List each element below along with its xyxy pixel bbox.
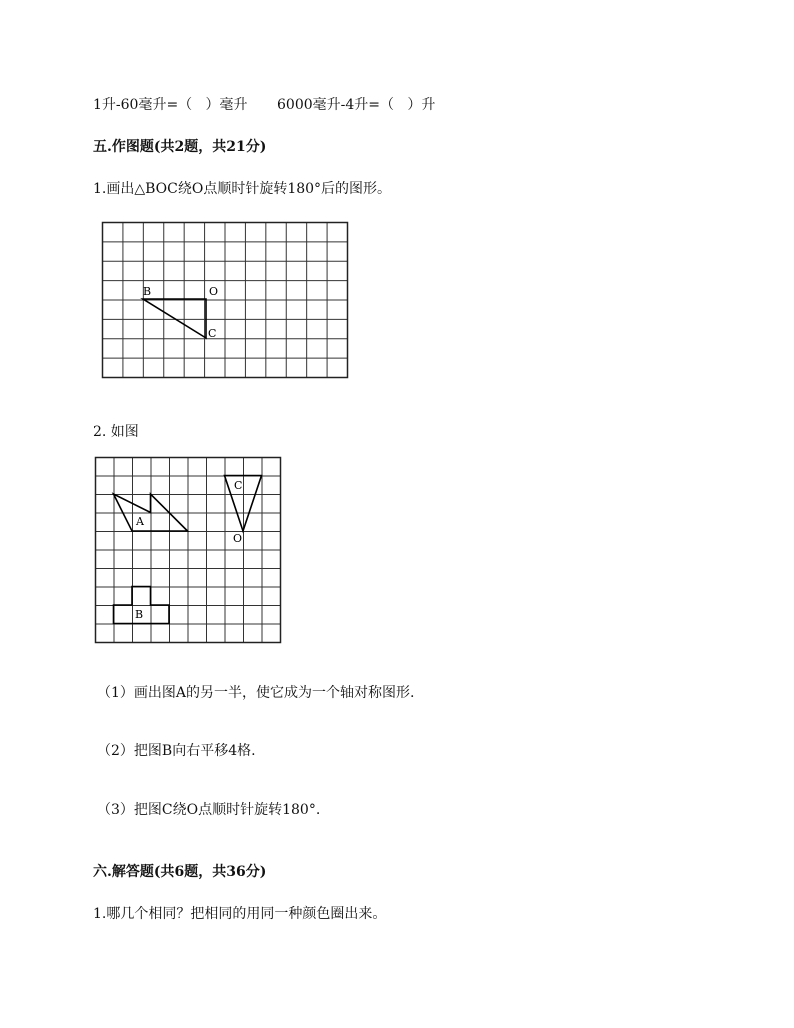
label-c2: C xyxy=(234,479,243,492)
conversion-left: 1升-60毫升=（ ）毫升 xyxy=(93,97,248,113)
section5-heading: 五.作图题(共2题，共21分) xyxy=(93,139,267,155)
triangle-boc xyxy=(143,299,206,338)
rotation-grid xyxy=(102,222,352,382)
section6-q1-text: 1.哪几个相同？把相同的用同一种颜色圈出来。 xyxy=(93,906,387,922)
q2-sub1: （1）画出图A的另一半，使它成为一个轴对称图形. xyxy=(97,685,415,701)
label-b: B xyxy=(143,285,152,298)
conversion-right: 6000毫升-4升=（ ）升 xyxy=(277,97,436,113)
label-o2: O xyxy=(233,532,243,545)
q2-sub2: （2）把图B向右平移4格. xyxy=(97,743,256,759)
section6-heading: 六.解答题(共6题，共36分) xyxy=(93,864,267,880)
label-b2: B xyxy=(135,608,144,621)
label-o: O xyxy=(209,285,219,298)
q1-text: 1.画出△BOC绕O点顺时针旋转180°后的图形。 xyxy=(93,181,392,197)
q2-sub3: （3）把图C绕O点顺时针旋转180°. xyxy=(97,802,321,818)
label-a: A xyxy=(136,515,144,528)
figure-grid xyxy=(95,457,285,647)
label-c: C xyxy=(208,327,217,340)
q2-text: 2. 如图 xyxy=(93,424,139,440)
